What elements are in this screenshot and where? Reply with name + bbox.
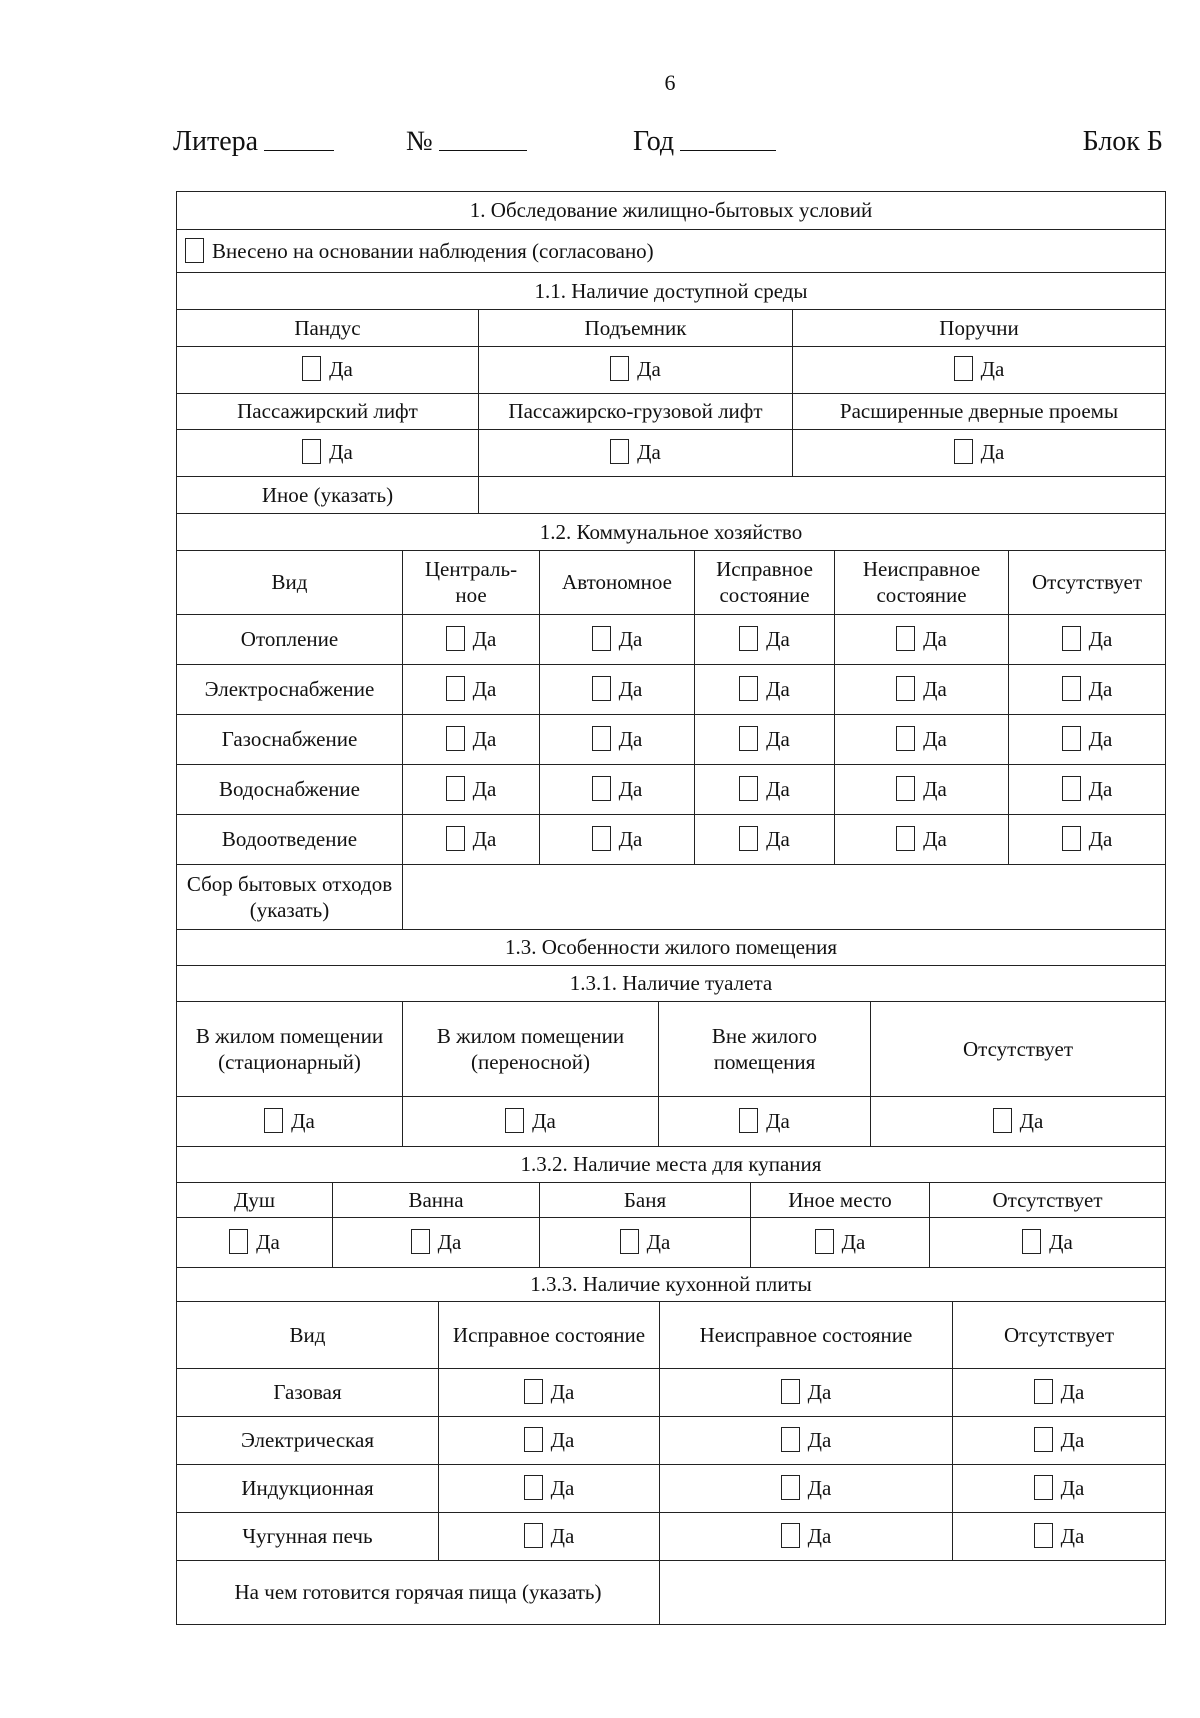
yes-label: Да	[329, 357, 353, 382]
sewage-faulty-checkbox[interactable]	[896, 826, 915, 851]
utility-name: Водоснабжение	[177, 765, 403, 815]
toilet-option-cell	[177, 1096, 403, 1146]
gas-stove-absent-checkbox[interactable]	[1034, 1379, 1053, 1404]
utility-option-cell	[1009, 715, 1166, 765]
utility-option-cell	[695, 715, 835, 765]
block-label: Блок Б	[1082, 126, 1163, 157]
induction-stove-faulty-checkbox[interactable]	[781, 1475, 800, 1500]
yes-label: Да	[1049, 1229, 1073, 1254]
yes-label: Да	[532, 1108, 556, 1133]
utility-option-cell	[540, 615, 695, 665]
utility-option-cell	[540, 665, 695, 715]
bath-sauna-checkbox[interactable]	[620, 1229, 639, 1254]
s12-header-type: Вид	[177, 551, 403, 615]
stove-header-absent: Отсутствует	[953, 1302, 1166, 1368]
stove-option-cell	[439, 1464, 660, 1512]
ramp-cell	[177, 346, 479, 393]
ramp-header: Пандус	[177, 310, 479, 346]
water-faulty-checkbox[interactable]	[896, 776, 915, 801]
cargo-lift-header: Пассажирско-грузовой лифт	[479, 393, 793, 429]
yes-label: Да	[807, 1379, 832, 1404]
yes-label: Да	[766, 677, 790, 702]
s11-title: 1.1. Наличие доступной среды	[177, 273, 1166, 310]
yes-label: Да	[841, 1229, 866, 1254]
yes-label: Да	[637, 440, 661, 465]
s11-other-table	[176, 477, 1166, 515]
cast-iron-stove-working-checkbox[interactable]	[524, 1523, 543, 1548]
litera-label: Литера	[173, 126, 259, 157]
stove-name: Индукционная	[177, 1464, 439, 1512]
table-row	[177, 765, 1166, 815]
bath-option-cell	[540, 1217, 751, 1267]
electricity-autonomous-checkbox[interactable]	[592, 676, 611, 701]
toilet-outside-checkbox[interactable]	[739, 1108, 758, 1133]
form-header	[173, 126, 1163, 166]
utility-option-cell	[1009, 665, 1166, 715]
wide-doors-header: Расширенные дверные проемы	[793, 393, 1166, 429]
electricity-absent-checkbox[interactable]	[1062, 676, 1081, 701]
hot-food-input[interactable]	[660, 1561, 1166, 1625]
yes-label: Да	[923, 677, 947, 702]
yes-label: Да	[472, 627, 497, 652]
yes-label: Да	[766, 727, 790, 752]
stove-option-cell	[660, 1416, 953, 1464]
wide-doors-checkbox[interactable]	[954, 439, 973, 464]
electricity-faulty-checkbox[interactable]	[896, 676, 915, 701]
toilet-table	[176, 1002, 1166, 1147]
table-row	[177, 715, 1166, 765]
table-row	[177, 665, 1166, 715]
electric-stove-absent-checkbox[interactable]	[1034, 1427, 1053, 1452]
utility-option-cell	[540, 815, 695, 865]
toilet-portable-checkbox[interactable]	[505, 1108, 524, 1133]
utility-option-cell	[540, 765, 695, 815]
stove-option-cell	[953, 1416, 1166, 1464]
bath-option-cell	[177, 1217, 333, 1267]
toilet-absent-checkbox[interactable]	[993, 1108, 1012, 1133]
gas-working-checkbox[interactable]	[739, 726, 758, 751]
year-blank[interactable]	[680, 126, 776, 151]
observation-row	[177, 230, 1166, 273]
stove-header-working: Исправное состояние	[439, 1302, 660, 1368]
wide-doors-cell	[793, 429, 1166, 476]
yes-label: Да	[1019, 1108, 1044, 1133]
toilet-header-portable: В жилом помещении (переносной)	[403, 1002, 659, 1096]
toilet-title: 1.3.1. Наличие туалета	[177, 966, 1166, 1002]
passenger-lift-checkbox[interactable]	[302, 439, 321, 464]
utility-option-cell	[1009, 615, 1166, 665]
handrails-header: Поручни	[793, 310, 1166, 346]
yes-label: Да	[766, 827, 790, 852]
sewage-central-checkbox[interactable]	[446, 826, 465, 851]
waste-input[interactable]	[403, 865, 1166, 929]
yes-label: Да	[256, 1229, 280, 1254]
page-number: 6	[664, 70, 676, 95]
heating-working-checkbox[interactable]	[739, 626, 758, 651]
utility-option-cell	[403, 615, 540, 665]
table-row	[177, 1416, 1166, 1464]
cargo-lift-checkbox[interactable]	[610, 439, 629, 464]
bath-option-cell	[930, 1217, 1166, 1267]
table-row	[177, 1512, 1166, 1560]
s12-table	[176, 551, 1166, 866]
yes-label: Да	[980, 440, 1005, 465]
table-row	[177, 1464, 1166, 1512]
yes-label: Да	[1088, 727, 1113, 752]
yes-label: Да	[472, 677, 497, 702]
yes-label: Да	[807, 1427, 832, 1452]
yes-label: Да	[550, 1523, 575, 1548]
cargo-lift-cell	[479, 429, 793, 476]
bath-header-sauna: Баня	[540, 1183, 751, 1217]
yes-label: Да	[329, 440, 353, 465]
yes-label: Да	[923, 627, 947, 652]
s12-header-absent: Отсутствует	[1009, 551, 1166, 615]
stove-option-cell	[439, 1368, 660, 1416]
s12-title-table	[176, 514, 1166, 551]
bath-table	[176, 1183, 1166, 1268]
number-blank[interactable]	[439, 126, 527, 151]
table-row	[177, 1368, 1166, 1416]
year-label: Год	[633, 126, 675, 157]
yes-label: Да	[472, 727, 497, 752]
toilet-option-cell	[403, 1096, 659, 1146]
yes-label: Да	[766, 1108, 790, 1133]
stove-title: 1.3.3. Наличие кухонной плиты	[177, 1268, 1166, 1302]
utility-option-cell	[403, 715, 540, 765]
yes-label: Да	[923, 727, 947, 752]
yes-label: Да	[980, 357, 1005, 382]
stove-option-cell	[439, 1512, 660, 1560]
s13-title: 1.3. Особенности жилого помещения	[177, 930, 1166, 966]
s12-header-autonomous: Автономное	[540, 551, 695, 615]
sewage-working-checkbox[interactable]	[739, 826, 758, 851]
section1-table	[176, 191, 1166, 310]
yes-label: Да	[291, 1108, 315, 1133]
lift-header: Подъемник	[479, 310, 793, 346]
electric-stove-faulty-checkbox[interactable]	[781, 1427, 800, 1452]
lift-cell	[479, 346, 793, 393]
electricity-working-checkbox[interactable]	[739, 676, 758, 701]
passenger-lift-cell	[177, 429, 479, 476]
yes-label: Да	[646, 1229, 671, 1254]
utility-option-cell	[695, 765, 835, 815]
utility-option-cell	[835, 615, 1009, 665]
electricity-central-checkbox[interactable]	[446, 676, 465, 701]
yes-label: Да	[472, 777, 497, 802]
bath-header-bathtub: Ванна	[333, 1183, 540, 1217]
utility-option-cell	[403, 765, 540, 815]
yes-label: Да	[1088, 777, 1113, 802]
yes-label: Да	[618, 827, 643, 852]
handrails-checkbox[interactable]	[954, 356, 973, 381]
yes-label: Да	[1088, 677, 1113, 702]
utility-option-cell	[835, 815, 1009, 865]
bath-absent-checkbox[interactable]	[1022, 1229, 1041, 1254]
toilet-option-cell	[871, 1096, 1166, 1146]
gas-absent-checkbox[interactable]	[1062, 726, 1081, 751]
utility-name: Отопление	[177, 615, 403, 665]
cast-iron-stove-absent-checkbox[interactable]	[1034, 1523, 1053, 1548]
section1-title: 1. Обследование жилищно-бытовых условий	[177, 192, 1166, 230]
s12-header-central: Централь- ное	[403, 551, 540, 615]
gas-central-checkbox[interactable]	[446, 726, 465, 751]
yes-label: Да	[618, 627, 643, 652]
utility-option-cell	[403, 815, 540, 865]
yes-label: Да	[1060, 1379, 1085, 1404]
cast-iron-stove-faulty-checkbox[interactable]	[781, 1523, 800, 1548]
yes-label: Да	[923, 827, 947, 852]
utility-option-cell	[403, 665, 540, 715]
hot-food-table	[176, 1561, 1166, 1626]
yes-label: Да	[1060, 1475, 1085, 1500]
sewage-autonomous-checkbox[interactable]	[592, 826, 611, 851]
utility-option-cell	[695, 615, 835, 665]
s12-header-faulty: Неисправное состояние	[835, 551, 1009, 615]
bath-bathtub-checkbox[interactable]	[411, 1229, 430, 1254]
toilet-header-absent: Отсутствует	[871, 1002, 1166, 1096]
waste-label: Сбор бытовых отходов (указать)	[177, 865, 403, 929]
hot-food-label: На чем готовится горячая пища (указать)	[177, 1561, 660, 1625]
other-input[interactable]	[479, 477, 1166, 514]
s12-waste-table	[176, 865, 1166, 930]
litera-blank[interactable]	[264, 126, 334, 151]
induction-stove-absent-checkbox[interactable]	[1034, 1475, 1053, 1500]
stove-title-table	[176, 1268, 1166, 1303]
stove-option-cell	[953, 1464, 1166, 1512]
stove-option-cell	[660, 1512, 953, 1560]
lift-checkbox[interactable]	[610, 356, 629, 381]
stove-name: Чугунная печь	[177, 1512, 439, 1560]
yes-label: Да	[472, 827, 497, 852]
stove-header-type: Вид	[177, 1302, 439, 1368]
yes-label: Да	[807, 1523, 832, 1548]
yes-label: Да	[766, 777, 790, 802]
stove-name: Электрическая	[177, 1416, 439, 1464]
yes-label: Да	[437, 1229, 462, 1254]
passenger-lift-header: Пассажирский лифт	[177, 393, 479, 429]
water-working-checkbox[interactable]	[739, 776, 758, 801]
yes-label: Да	[550, 1427, 575, 1452]
s11-table	[176, 310, 1166, 477]
toilet-option-cell	[659, 1096, 871, 1146]
yes-label: Да	[618, 727, 643, 752]
heating-autonomous-checkbox[interactable]	[592, 626, 611, 651]
yes-label: Да	[1060, 1427, 1085, 1452]
number-field	[406, 126, 433, 158]
gas-faulty-checkbox[interactable]	[896, 726, 915, 751]
observation-checkbox[interactable]	[185, 238, 204, 263]
s12-header-working: Исправное состояние	[695, 551, 835, 615]
utility-option-cell	[695, 815, 835, 865]
year-field	[633, 126, 674, 158]
gas-autonomous-checkbox[interactable]	[592, 726, 611, 751]
stove-table	[176, 1302, 1166, 1561]
table-row	[177, 615, 1166, 665]
heating-central-checkbox[interactable]	[446, 626, 465, 651]
induction-stove-working-checkbox[interactable]	[524, 1475, 543, 1500]
yes-label: Да	[807, 1475, 832, 1500]
utility-option-cell	[1009, 815, 1166, 865]
yes-label: Да	[618, 677, 643, 702]
bath-option-cell	[751, 1217, 930, 1267]
yes-label: Да	[923, 777, 947, 802]
s13-title-table	[176, 930, 1166, 1003]
yes-label: Да	[766, 627, 790, 652]
stove-name: Газовая	[177, 1368, 439, 1416]
bath-title: 1.3.2. Наличие места для купания	[177, 1147, 1166, 1183]
other-label: Иное (указать)	[177, 477, 479, 514]
stove-option-cell	[439, 1416, 660, 1464]
handrails-cell	[793, 346, 1166, 393]
bath-header-other: Иное место	[751, 1183, 930, 1217]
number-label: №	[406, 126, 433, 157]
table-row	[177, 815, 1166, 865]
water-absent-checkbox[interactable]	[1062, 776, 1081, 801]
utility-name: Электроснабжение	[177, 665, 403, 715]
stove-option-cell	[660, 1464, 953, 1512]
utility-name: Водоотведение	[177, 815, 403, 865]
water-autonomous-checkbox[interactable]	[592, 776, 611, 801]
utility-option-cell	[835, 765, 1009, 815]
bath-option-cell	[333, 1217, 540, 1267]
yes-label: Да	[550, 1379, 575, 1404]
gas-stove-faulty-checkbox[interactable]	[781, 1379, 800, 1404]
yes-label: Да	[1088, 627, 1113, 652]
observation-note: Внесено на основании наблюдения (согласовано)	[212, 238, 654, 263]
heating-faulty-checkbox[interactable]	[896, 626, 915, 651]
s12-title: 1.2. Коммунальное хозяйство	[177, 514, 1166, 550]
stove-option-cell	[953, 1368, 1166, 1416]
water-central-checkbox[interactable]	[446, 776, 465, 801]
stove-header-faulty: Неисправное состояние	[660, 1302, 953, 1368]
utility-name: Газоснабжение	[177, 715, 403, 765]
yes-label: Да	[637, 357, 661, 382]
yes-label: Да	[550, 1475, 575, 1500]
sewage-absent-checkbox[interactable]	[1062, 826, 1081, 851]
yes-label: Да	[618, 777, 643, 802]
bath-header-absent: Отсутствует	[930, 1183, 1166, 1217]
yes-label: Да	[1060, 1523, 1085, 1548]
utility-option-cell	[695, 665, 835, 715]
electric-stove-working-checkbox[interactable]	[524, 1427, 543, 1452]
heating-absent-checkbox[interactable]	[1062, 626, 1081, 651]
utility-option-cell	[1009, 765, 1166, 815]
litera-field	[173, 126, 258, 158]
toilet-header-stationary: В жилом помещении (стационарный)	[177, 1002, 403, 1096]
utility-option-cell	[835, 715, 1009, 765]
stove-option-cell	[953, 1512, 1166, 1560]
gas-stove-working-checkbox[interactable]	[524, 1379, 543, 1404]
bath-title-table	[176, 1147, 1166, 1184]
yes-label: Да	[1088, 827, 1113, 852]
utility-option-cell	[835, 665, 1009, 715]
toilet-header-outside: Вне жилого помещения	[659, 1002, 871, 1096]
bath-other-checkbox[interactable]	[815, 1229, 834, 1254]
survey-form	[176, 191, 1166, 1621]
utility-option-cell	[540, 715, 695, 765]
ramp-checkbox[interactable]	[302, 356, 321, 381]
bath-shower-checkbox[interactable]	[229, 1229, 248, 1254]
stove-option-cell	[660, 1368, 953, 1416]
bath-header-shower: Душ	[177, 1183, 333, 1217]
toilet-stationary-checkbox[interactable]	[264, 1108, 283, 1133]
